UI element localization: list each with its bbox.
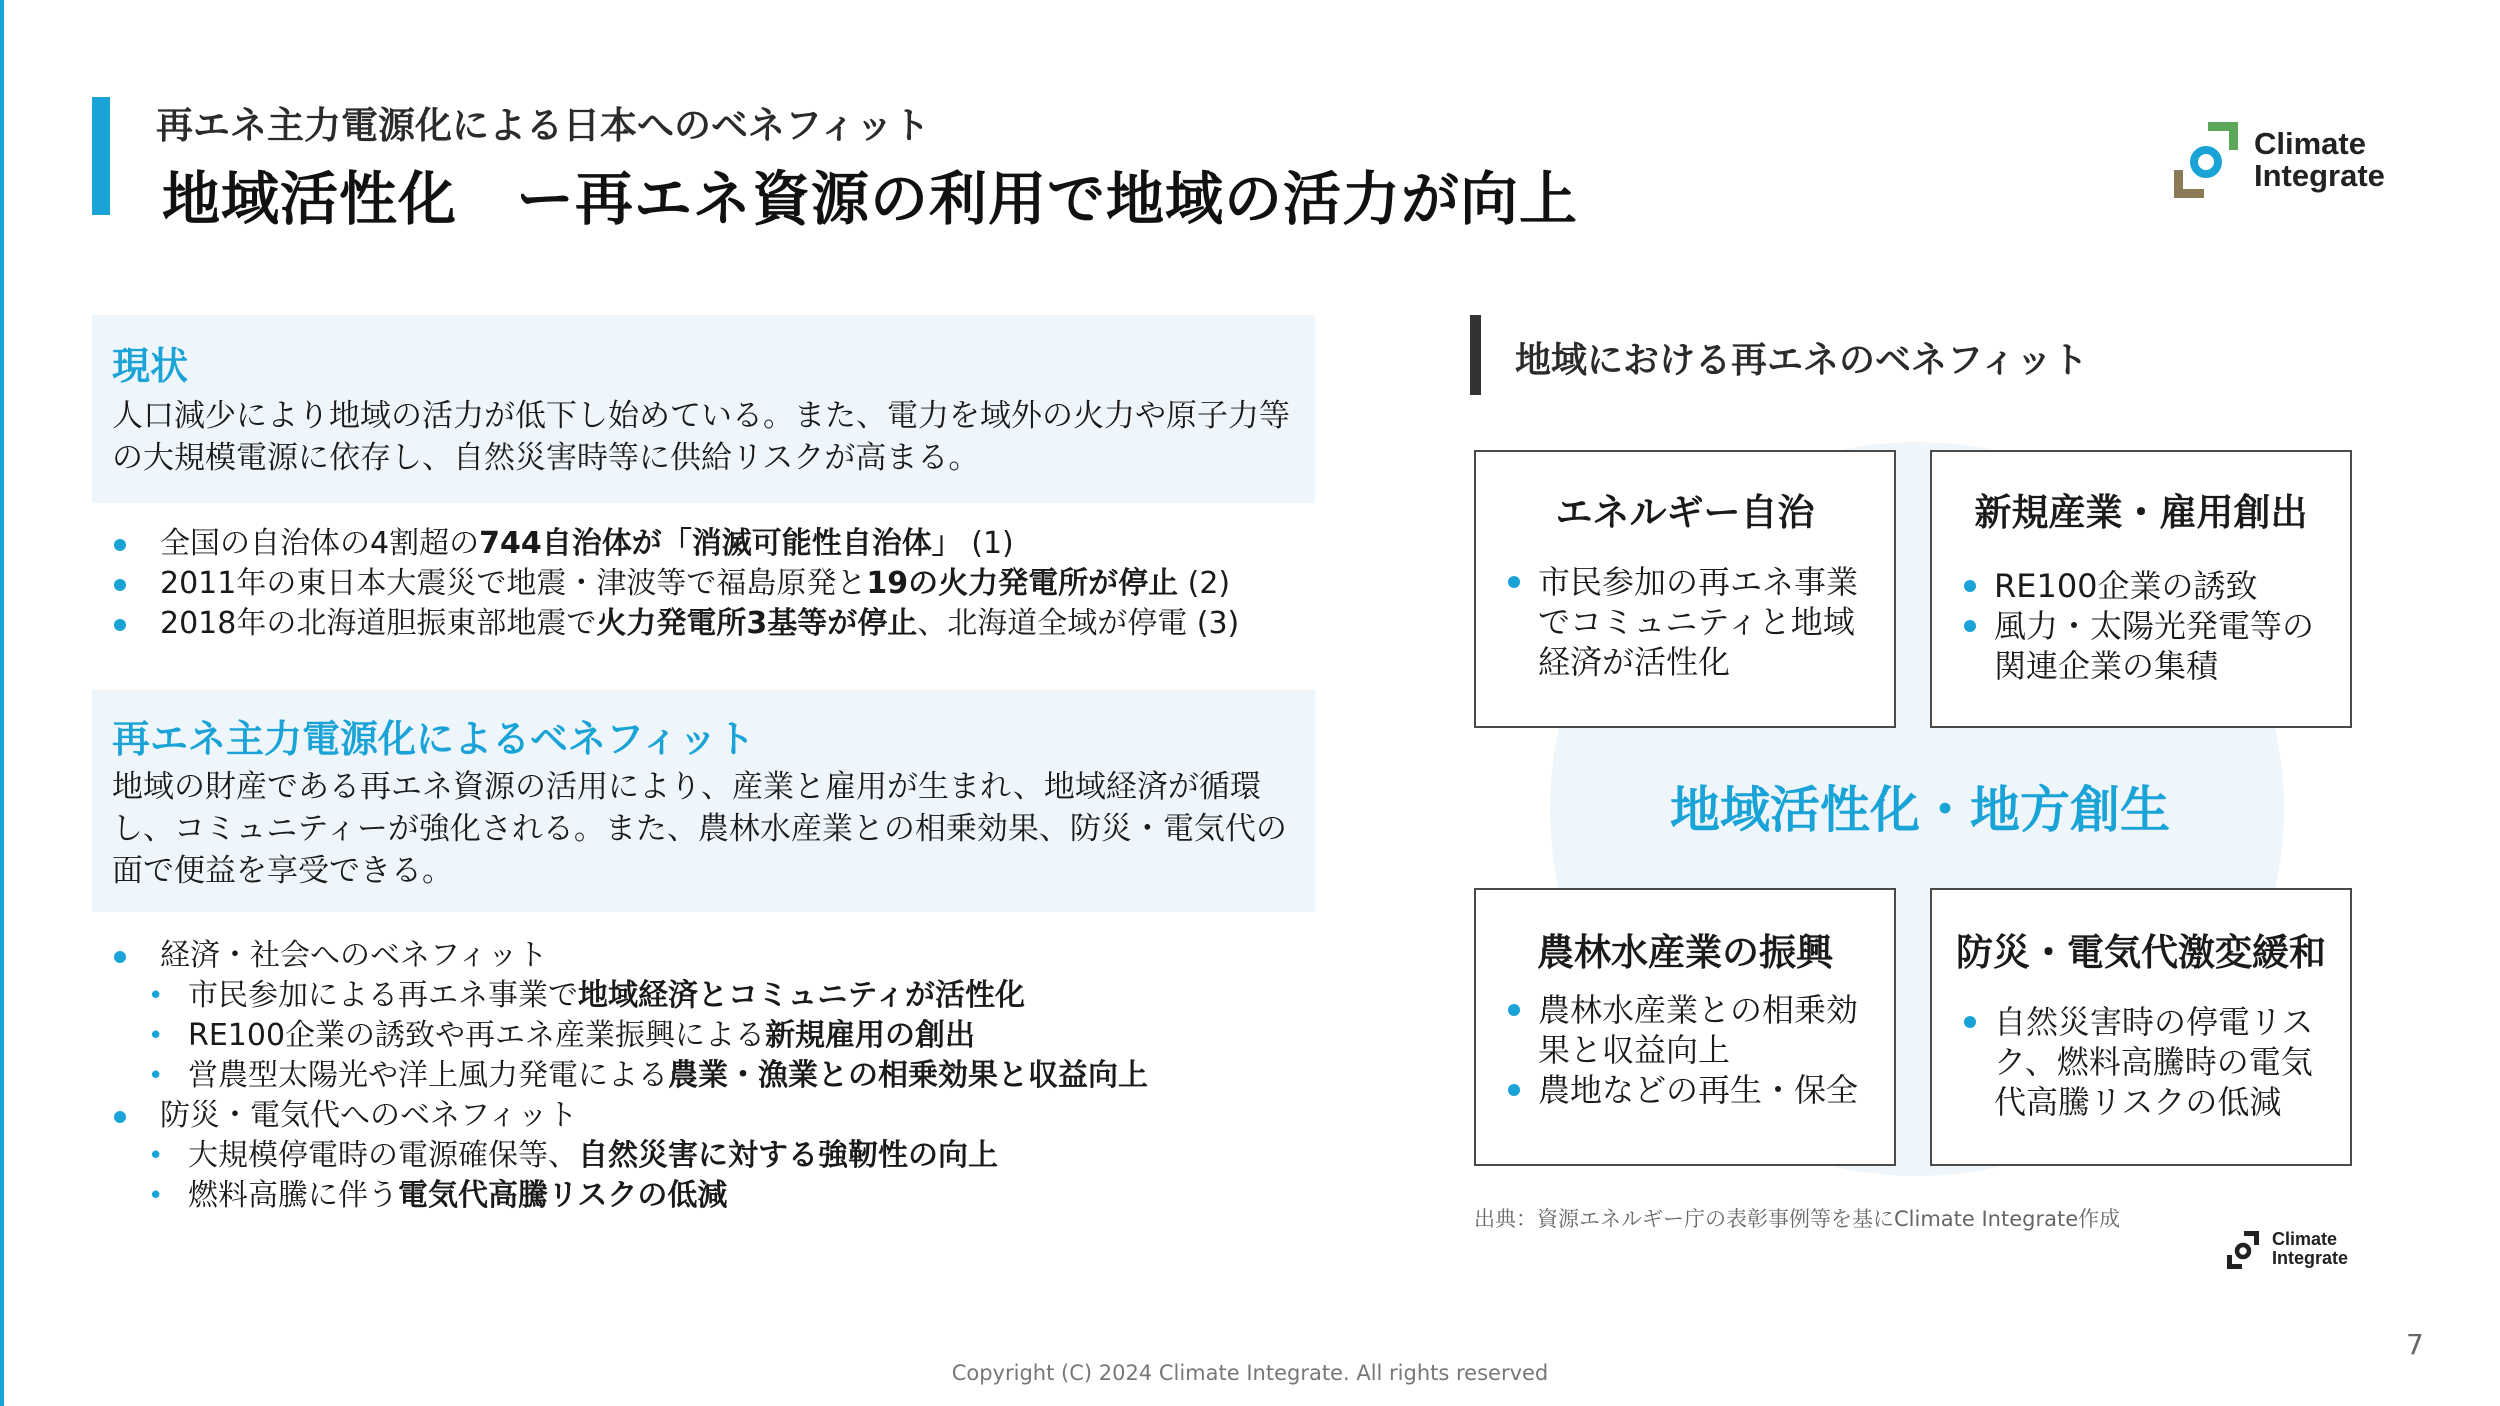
bullet-dot-icon (114, 951, 126, 963)
card-title: 防災・電気代激変緩和 (1956, 931, 2326, 974)
list-item: 市民参加の再エネ事業でコミュニティと地域経済が活性化 (1506, 562, 1884, 682)
logo-text-line2: Integrate (2272, 1248, 2349, 1268)
list-item: • 燃料高騰に伴う電気代高騰リスクの低減 (108, 1176, 1148, 1216)
current-situation-box (92, 315, 1315, 503)
sub-bullet-icon: • (148, 1021, 164, 1051)
benefit-bullets (108, 936, 1148, 1216)
list-item: 農地などの再生・保全 (1506, 1070, 1884, 1110)
card-disaster-prevention (1930, 888, 2352, 1166)
center-label: 地域活性化・地方創生 (1670, 781, 2170, 839)
card-agriculture (1474, 888, 1896, 1166)
list-item: 全国の自治体の4割超の744自治体が「消滅可能性自治体」 (1) (108, 524, 1239, 564)
slide-title: 地域活性化 ー再エネ資源の利用で地域の活力が向上 (162, 165, 1579, 233)
source-note: 出典：資源エネルギー庁の表彰事例等を基にClimate Integrate作成 (1474, 1207, 2121, 1231)
slide-subtitle: 再エネ主力電源化による日本へのベネフィット (156, 104, 931, 147)
benefit-box (92, 690, 1315, 912)
bullet-dot-icon (1964, 620, 1976, 632)
bullet-dot-icon (1508, 576, 1520, 588)
copyright: Copyright (C) 2024 Climate Integrate. All rights reserved (951, 1361, 1549, 1385)
list-item: • RE100企業の誘致や再エネ産業振興による新規雇用の創出 (108, 1016, 1148, 1056)
card-title: 新規産業・雇用創出 (1974, 491, 2308, 534)
right-section-title: 地域における再エネのベネフィット (1515, 340, 2089, 381)
sub-bullet-icon: • (148, 981, 164, 1011)
bullet-dot-icon (1508, 1084, 1520, 1096)
current-heading: 現状 (112, 344, 189, 388)
current-text: 人口減少により地域の活力が低下し始めている。また、電力を域外の火力や原子力等の大規模電源に依存し、自然災害時等に供給リスクが高まる。 (112, 398, 1290, 476)
list-item: • 大規模停電時の電源確保等、自然災害に対する強靭性の向上 (108, 1136, 1148, 1176)
list-item: 風力・太陽光発電等の関連企業の集積 (1962, 606, 2340, 686)
page-number: 7 (2406, 1328, 2424, 1361)
card-list (1962, 1002, 2340, 1122)
list-item: RE100企業の誘致 (1962, 566, 2340, 606)
current-bullets (108, 524, 1239, 644)
list-item: 農林水産業との相乗効果と収益向上 (1506, 990, 1884, 1070)
card-title: エネルギー自治 (1555, 491, 1815, 534)
benefit-heading: 再エネ主力電源化によるベネフィット (112, 717, 755, 761)
list-item: 2018年の北海道胆振東部地震で火力発電所3基等が停止、北海道全域が停電 (3) (108, 604, 1239, 644)
sub-bullet-icon: • (148, 1141, 164, 1171)
bullet-dot-icon (114, 619, 126, 631)
card-list (1506, 990, 1884, 1110)
right-title-bar (1470, 315, 1481, 395)
logo-text-line1: Climate (2254, 126, 2366, 161)
climate-integrate-logo (2172, 120, 2432, 200)
logo-text-line2: Integrate (2254, 158, 2385, 193)
list-item: • 営農型太陽光や洋上風力発電による農業・漁業との相乗効果と収益向上 (108, 1056, 1148, 1096)
bullet-dot-icon (1964, 1016, 1976, 1028)
bullet-dot-icon (1964, 580, 1976, 592)
sub-bullet-icon: • (148, 1061, 164, 1091)
bullet-dot-icon (114, 539, 126, 551)
benefit-text: 地域の財産である再エネ資源の活用により、産業と雇用が生まれ、地域経済が循環し、コミュニティーが強化される。また、農林水産業との相乗効果、防災・電気代の面で便益を享受できる。 (112, 769, 1287, 889)
list-item: 経済・社会へのベネフィット (108, 936, 1148, 976)
list-item: • 市民参加による再エネ事業で地域経済とコミュニティが活性化 (108, 976, 1148, 1016)
card-new-industry (1930, 450, 2352, 728)
logo-text-line1: Climate (2272, 1229, 2338, 1249)
left-edge-accent (0, 0, 4, 1406)
card-energy-autonomy (1474, 450, 1896, 728)
bullet-dot-icon (114, 579, 126, 591)
list-item: 防災・電気代へのベネフィット (108, 1096, 1148, 1136)
bullet-dot-icon (1508, 1004, 1520, 1016)
climate-integrate-logo-small (2226, 1228, 2376, 1272)
logo-mark-icon (2226, 1230, 2266, 1270)
sub-bullet-icon: • (148, 1181, 164, 1211)
bullet-dot-icon (114, 1111, 126, 1123)
card-title: 農林水産業の振興 (1537, 931, 1833, 974)
list-item: 2011年の東日本大震災で地震・津波等で福島原発と19の火力発電所が停止 (2) (108, 564, 1239, 604)
card-list (1962, 566, 2340, 686)
title-accent-bar (92, 97, 110, 215)
list-item: 自然災害時の停電リスク、燃料高騰時の電気代高騰リスクの低減 (1962, 1002, 2340, 1122)
logo-mark-icon (2172, 120, 2252, 200)
card-list (1506, 562, 1884, 682)
